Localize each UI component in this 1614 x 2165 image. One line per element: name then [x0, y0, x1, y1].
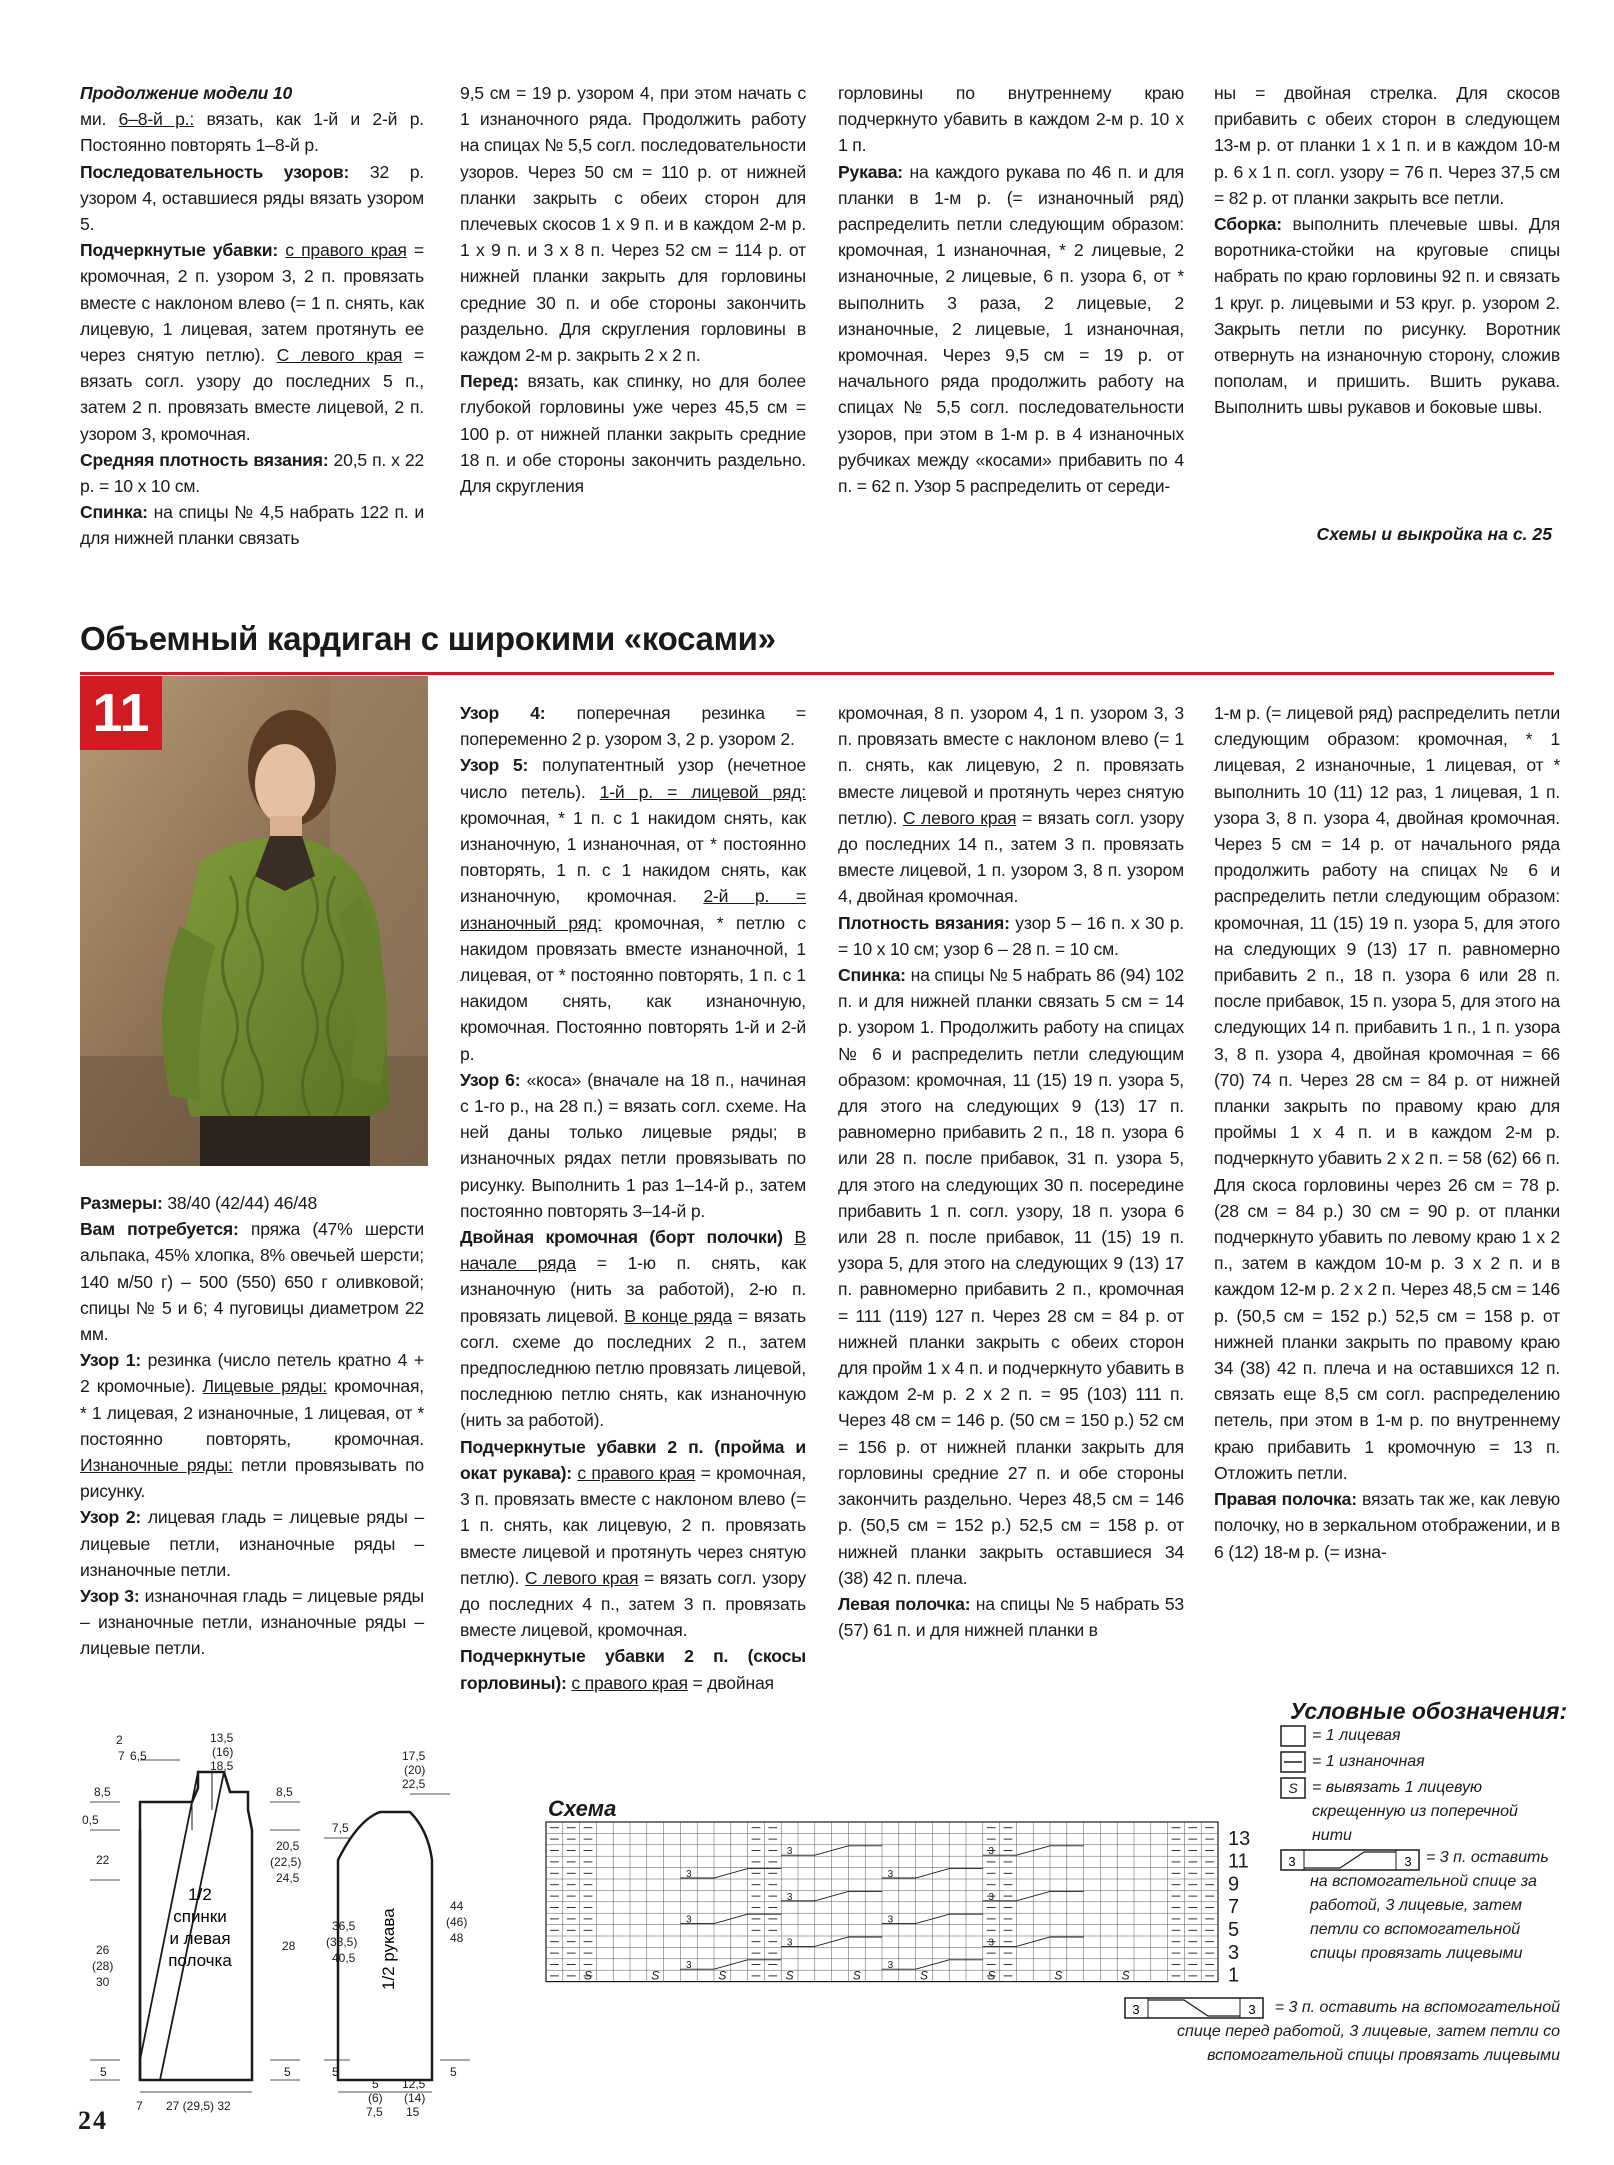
- chart-twist-mark: S: [651, 1968, 660, 1983]
- twist-glyph: S: [1288, 1780, 1298, 1796]
- dimension-label: 5: [332, 2065, 339, 2079]
- dimension-label: 5: [372, 2077, 379, 2091]
- text: на каждого рукава по 46 п. и для планки в 1-м р. (= изнаночный ряд) распределить петли следующим образом: кромочная, 1 изнаночная, * 2 лицевые, 2 изнаночные, 2 лицевые, 6 п. узора 6, от * выполнить 3 раза, 2 лицевые, 2 изнаночные, 2 лицевые, 1 изнаночная, кромочная. Через 9,5 см = 19 р. от начального ряда продолжить работу на спицах № 5,5 согл. последовательности узоров, при этом в 1-м р. в 4 изнаночных рубчиках между «косами» прибавить по 4 п. = 62 п. Узор 5 распределить от середи-: [838, 161, 1184, 497]
- text: 9,5 см = 19 р. узором 4, при этом начать с 1 изнаночного ряда. Продолжить работу на спицах № 5,5 согл. последовательности узоров. Через 50 см = 110 р. от нижней планки закрыть с обеих сторон для плечевых скосов 1 х 9 п. и в каждом 2-м р. 1 х 9 п. и 3 х 8 п. Через 52 см = 114 р. от нижней планки закрыть для горловины средние 30 п. и обе стороны закончить раздельно. Для скругления горловины в каждом 2-м р. закрыть 2 х 2 п.: [460, 83, 806, 366]
- top-column-3: [838, 80, 1184, 499]
- chart-row-number: 3: [1228, 1941, 1240, 1964]
- dimension-label: 30: [96, 1975, 110, 1989]
- dimension-lines: [90, 1760, 300, 2092]
- top-column-2: [460, 80, 806, 499]
- sleeve-label: 1/2 рукава: [379, 1908, 398, 1990]
- chart-cable-count: 3: [887, 1960, 894, 1972]
- legend-item-twist: = вывязать 1 лицевую скрещенную из поперечной нити: [1312, 1779, 1518, 1844]
- legend-title: Условные обозначения:: [1290, 1698, 1568, 1724]
- dimension-label: 5: [284, 2065, 291, 2079]
- text: = вязать согл. узору до последних 14 п., затем 3 п. провязать вместе лицевой, 1 п. узором 3, 8 п. узором 4, двойная кромочная.: [838, 807, 1184, 907]
- dimension-label: 22,5: [402, 1777, 426, 1791]
- chart-twist-mark: S: [718, 1968, 727, 1983]
- label: Узор 2:: [80, 1507, 142, 1528]
- legend-symbols: [1280, 1724, 1310, 1814]
- text: вязать так же, как левую полочку, но в зеркальном отображении, и в 6 (12) 18-м р. (= изна-: [1214, 1489, 1560, 1562]
- text: кромочная, * 1 лицевая, 2 изнаночные, 1 лицевая, от * постоянно повторять, кромочная.: [80, 1376, 424, 1449]
- chart-twist-mark: S: [852, 1968, 861, 1983]
- text: «коса» (вначале на 18 п., начиная с 1-го р., на 28 п.) = вязать согл. схеме. На ней даны только лицевые ряды; в изнаночных рядах петли провязывать по рисунку. Выполнить 1 раз 1–14-й р., затем постоянно повторять 3–14-й р.: [460, 1069, 806, 1221]
- text: 38/40 (42/44) 46/48: [162, 1193, 318, 1213]
- label: Средняя плотность вязания:: [80, 449, 329, 470]
- chart-twist-mark: S: [919, 1968, 929, 1983]
- chart-cable-count: 3: [686, 1869, 692, 1880]
- dimension-label: 7,5: [332, 1821, 349, 1835]
- text: вязать, как спинку, но для более глубокой горловины уже через 45,5 см = 100 р. от нижней планки закрыть средние 18 п. и обе стороны закончить раздельно. Для скругления: [460, 371, 806, 497]
- text: на спицы № 4,5 набрать 122 п. и для нижней планки связать: [80, 502, 424, 549]
- cable-count: 3: [1404, 1854, 1412, 1869]
- chart-cable-count: 3: [887, 1914, 894, 1926]
- text: поперечная резинка = попеременно 2 р. узором 3, 2 р. узором 2.: [460, 703, 806, 750]
- text: = кромочная, 3 п. провязать вместе с наклоном влево (= 1 п. снять, как лицевую, 2 п. провязать вместе лицевой и протянуть через снятую петлю).: [460, 1462, 806, 1588]
- text: С левого края: [524, 1567, 639, 1588]
- chart-row-number: 13: [1228, 1827, 1251, 1850]
- chart-row-number: 7: [1228, 1896, 1240, 1919]
- cable-count: 3: [1248, 2002, 1256, 2017]
- text: узор 5 – 16 п. х 30 р. = 10 х 10 см; узор 6 – 28 п. = 10 см.: [838, 912, 1184, 959]
- label: Узор 6:: [460, 1069, 521, 1090]
- label: Узор 4:: [460, 703, 546, 723]
- cable-count: 3: [1288, 1854, 1296, 1869]
- dimension-label: 6,5: [130, 1749, 147, 1763]
- text: Лицевые ряды:: [202, 1376, 327, 1397]
- label: Вам потребуется:: [80, 1219, 239, 1240]
- schemes-reference: Схемы и выкройка на с. 25: [1316, 524, 1552, 544]
- text: на спицы № 5 набрать 53 (57) 61 п. и для нижней планки в: [838, 1593, 1184, 1641]
- dimension-label: (28): [92, 1959, 114, 1973]
- label: Подчеркнутые убавки 2 п. (скосы горловины):: [460, 1646, 806, 1693]
- dimension-label: 26: [96, 1943, 110, 1957]
- dimension-label: 48: [450, 1931, 464, 1945]
- label: Правая полочка:: [1214, 1489, 1357, 1510]
- label: Спинка:: [838, 965, 906, 986]
- dimension-label: (20): [404, 1763, 426, 1777]
- top-column-1: [80, 80, 424, 552]
- body-outline: [140, 1772, 252, 2080]
- pattern-schematic: [80, 1730, 500, 2119]
- dimension-label: (14): [404, 2091, 426, 2105]
- label: Спинка:: [80, 502, 148, 523]
- model-number-badge: 11: [80, 676, 162, 750]
- dimension-label: (46): [446, 1915, 468, 1929]
- back-column: [838, 700, 1184, 1643]
- text: 6–8-й р.:: [118, 109, 195, 130]
- chart-twist-mark: S: [987, 1968, 996, 1983]
- text: = вязать согл. узору до последних 5 п., затем 2 п. провязать вместе лицевой, 2 п. узором 3, кромочная.: [80, 345, 424, 444]
- chart-row-number: 11: [1228, 1850, 1249, 1873]
- body-label: спинки: [173, 1907, 227, 1926]
- body-label: полочка: [168, 1951, 232, 1970]
- dimension-label: 17,5: [402, 1749, 426, 1763]
- chart-twist-mark: S: [785, 1968, 794, 1983]
- text: с правого края: [285, 240, 407, 261]
- dimension-label: 5: [450, 2065, 457, 2079]
- label: Последовательность узоров:: [80, 161, 350, 182]
- chart-row-number: 1: [1228, 1964, 1240, 1987]
- dimension-label: (22,5): [270, 1855, 302, 1869]
- body-label: 1/2: [188, 1885, 212, 1904]
- text: = вязать согл. схеме до последних 2 п., затем предпоследнюю петлю провязать лицевой, последнюю петлю снять, как изнаночную (нить за работой).: [460, 1305, 806, 1431]
- cable-count: 3: [1132, 2002, 1140, 2017]
- text: кромочная, * 1 п. с 1 накидом снять, как изнаночную, 1 изнаночная, от * постоянно повторять, 1 п. с 1 накидом снять, как изнаночную, кромочная.: [460, 807, 806, 907]
- text: горловины по внутреннему краю подчеркнуто убавить в каждом 2-м р. 10 х 1 п.: [838, 83, 1184, 156]
- text: выполнить плечевые швы. Для воротника-стойки на круговые спицы набрать по краю горловины 92 п. и связать 1 круг. р. лицевыми и 53 круг. р. узором 2. Закрыть петли по рисунку. Воротник отвернуть на изнаночную сторону, сложив пополам, и пришить. Вшить рукава. Выполнить швы рукавов и боковые швы.: [1214, 214, 1560, 418]
- dimension-label: (38,5): [326, 1935, 358, 1949]
- dimension-label: 2: [116, 1733, 123, 1747]
- text: = 1-ю п. снять, как изнаночную (нить за работой), 2-ю п. провязать лицевой.: [460, 1253, 806, 1326]
- text: с правого края: [571, 1672, 688, 1693]
- dimension-label: 40,5: [332, 1951, 356, 1965]
- dimension-label: 24,5: [276, 1871, 300, 1885]
- text: 2-й р. = изнаночный ряд:: [460, 886, 806, 933]
- label: Узор 1:: [80, 1350, 141, 1371]
- label: Узор 5:: [460, 755, 529, 776]
- text: на спицы № 5 набрать 86 (94) 102 п. и для нижней планки связать 5 см = 14 р. узором 1. Продолжить работу на спицах № 6 и распределить петли следующим образом: кромочная, 11 (15) 19 п. узора 5, для этого на следующих 9 (13) 17 п. равномерно прибавить 2 п., 18 п. узора 6 или 28 п. после прибавок, 31 п. узора 5, для этого на следующих 30 п. посередине прибавить 1 п. согл. узору, 18 п. узора 6 или 28 п. после прибавок, 11 (15) 19 п. узора 5, для этого на следующих 9 (13) 17 п. равномерно прибавить 2 п., кромочная = 111 (119) 127 п. Через 28 см = 84 р. от нижней планки закрыть с обеих сторон для пройм 1 х 4 п. и подчеркнуто убавить в каждом 2-м р. 2 х 2 п. = 95 (103) 111 п. Через 48 см = 146 р. (50 см = 150 р.) 52 см = 156 р. от нижней планки закрыть для горловины средние 27 п. и обе стороны закончить раздельно. Через 48,5 см = 146 р. (50,5 см = 152 р.) 52,5 см = 158 р. от нижней планки закрыть оставшиеся 34 (38) 42 п. плеча.: [838, 965, 1184, 1588]
- chart-cable-count: 3: [887, 1869, 894, 1880]
- dimension-label: 8,5: [276, 1785, 293, 1799]
- chart-cable-count: 3: [988, 1937, 994, 1949]
- chart-cable-count: 3: [786, 1846, 793, 1858]
- legend-item-cable-back: = 3 п. оставить на вспомогательной спице за работой, 3 лицевые, затем петли со вспомогательной спицы провязать лицевыми: [1310, 1849, 1549, 1962]
- article-title: Объемный кардиган с широкими «косами»: [80, 620, 776, 657]
- dimension-label: 15: [406, 2105, 420, 2119]
- dimension-label: 8,5: [94, 1785, 111, 1799]
- text: 20,5 п. х 22 р. = 10 х 10 см.: [80, 449, 424, 497]
- chart-twist-mark: S: [583, 1968, 593, 1983]
- label: Рукава:: [838, 161, 903, 182]
- text: С левого края: [902, 807, 1017, 828]
- dimension-label: 13,5: [210, 1731, 234, 1745]
- label: Подчеркнутые убавки 2 п. (пройма и окат рукава):: [460, 1436, 806, 1483]
- front-column: [1214, 700, 1560, 1565]
- schema-title: Схема: [548, 1796, 617, 1821]
- knitting-chart: [544, 1820, 1254, 2000]
- text: 1-й р. = лицевой ряд:: [599, 781, 806, 802]
- chart-row-number: 9: [1228, 1873, 1240, 1896]
- materials-column: [80, 1190, 424, 1662]
- dimension-label: 7,5: [366, 2105, 383, 2119]
- text: петли провязывать по рисунку.: [80, 1455, 424, 1502]
- chart-cable-count: 3: [786, 1891, 793, 1903]
- label: Левая полочка:: [838, 1593, 971, 1614]
- text: = кромочная, 2 п. узором 3, 2 п. провязать вместе с наклоном влево (= 1 п. снять, как лицевую, 1 лицевая, затем протянуть ее через снятую петлю).: [80, 240, 424, 366]
- title-underline: [80, 672, 1554, 675]
- text: лицевая гладь = лицевые ряды – лицевые петли, изнаночные ряды – изнаночные петли.: [80, 1507, 424, 1580]
- legend-item-knit: = 1 лицевая: [1312, 1727, 1401, 1744]
- patterns-column: [460, 700, 806, 1696]
- text: 32 р. узором 4, оставшиеся ряды вязать узором 5.: [80, 161, 424, 235]
- top-column-4: [1214, 80, 1560, 421]
- page-number: 24: [78, 2106, 108, 2135]
- chart-twist-mark: S: [1121, 1968, 1130, 1983]
- dimension-label: 44: [450, 1899, 464, 1913]
- dimension-label: 22: [96, 1853, 110, 1867]
- text: = вязать согл. узору до последних 4 п., затем 3 п. провязать вместе лицевой, кромочная.: [460, 1567, 806, 1641]
- dimension-label: 27 (29,5) 32: [166, 2099, 231, 2113]
- label: Узор 3:: [80, 1586, 140, 1607]
- dimension-label: 7: [136, 2099, 143, 2113]
- label: Сборка:: [1214, 214, 1282, 235]
- text: пряжа (47% шерсти альпака, 45% хлопка, 8% овечьей шерсти; 140 м/50 г) – 500 (550) 650 г оливковой; спицы № 5 и 6; 4 пуговицы диаметром 22 мм.: [80, 1219, 424, 1345]
- text: ны = двойная стрелка. Для скосов прибавить с обеих сторон в следующем 13-м р. от планки 1 х 1 п. и в каждом 10-м р. 6 х 1 п. согл. узору = 76 п. Через 37,5 см = 82 р. от планки закрыть все петли.: [1214, 83, 1560, 208]
- text: 1-м р. (= лицевой ряд) распределить петли следующим образом: кромочная, * 1 лицевая, 2 изнаночные, 1 лицевая, от * выполнить 10 (11) 12 раз, 1 лицевая, 1 п. узора 3, 8 п. узора 4, двойная кромочная. Через 5 см = 14 р. от начального ряда продолжить работу на спицах № 6 и распределить петли следующим образом: кромочная, 11 (15) 19 п. узора 5, для этого на следующих 9 (13) 17 п. равномерно прибавить 2 п., 18 п. узора 6 или 28 п. после прибавок, 15 п. узора 5, для этого на следующих 14 п. прибавить 1 п., 1 п. узора 3, 8 п. узора 4, двойная кромочная = 66 (70) 74 п. Через 28 см = 84 р. от нижней планки закрыть по правому краю для проймы 1 х 4 п. и в каждом 2-м р. подчеркнуто убавить 2 х 2 п. = 58 (62) 66 п. Для скоса горловины через 26 см = 78 р. (28 см = 84 р.) 30 см = 90 р. от планки подчеркнуто убавить по левому краю 1 х 2 п., затем в каждом 10-м р. 3 х 2 п. и в каждом 12-м р. 2 х 2 п. Через 48,5 см = 146 р. (50,5 см = 152 р.) 52,5 см = 158 р. от нижней планки закрыть по правому краю 34 (38) 42 п. плеча и на оставшихся 12 п. связать еще 8,5 см согл. распределению петель, при этом в 1-м р. по внутреннему краю прибавить 1 кромочную = 13 п. Отложить петли.: [1214, 703, 1560, 1483]
- dimension-label: (6): [368, 2091, 383, 2105]
- dimension-label: (16): [212, 1745, 234, 1759]
- dimension-label: 12,5: [402, 2077, 426, 2091]
- legend-knit-symbol: [1281, 1726, 1305, 1746]
- dimension-label: 18,5: [210, 1759, 234, 1773]
- chart-row-number: 5: [1228, 1919, 1240, 1941]
- body-guide: [192, 1772, 212, 1830]
- chart-cable-count: 3: [686, 1914, 692, 1926]
- dimension-label: 20,5: [276, 1839, 300, 1853]
- legend-item-purl: = 1 изнаночная: [1312, 1753, 1425, 1770]
- dimension-label: 5: [100, 2065, 107, 2079]
- label: Перед:: [460, 371, 519, 392]
- dimension-label: 7: [118, 1749, 125, 1763]
- chart-twist-mark: S: [1054, 1968, 1063, 1983]
- text: = двойная: [687, 1672, 774, 1693]
- label: Двойная кромочная (борт полочки): [460, 1227, 783, 1248]
- text: С левого края: [276, 345, 403, 366]
- dimension-label: 36,5: [332, 1919, 356, 1933]
- dimension-label: 28: [282, 1939, 296, 1953]
- dimension-label: 0,5: [82, 1813, 99, 1827]
- chart-cable-count: 3: [786, 1937, 793, 1949]
- text: с правого края: [577, 1462, 696, 1483]
- legend-item-cable-front: = 3 п. оставить на вспомогательной спице перед работой, 3 лицевые, затем петли со вспомогательной спицы провязать лицевыми: [1177, 1999, 1560, 2064]
- label: Размеры:: [80, 1193, 163, 1213]
- label: Подчеркнутые убавки:: [80, 240, 279, 261]
- text: изнаночная гладь = лицевые ряды – изнаночные петли, изнаночные ряды – лицевые петли.: [80, 1586, 424, 1659]
- text: резинка (число петель кратно 4 + 2 кромочные).: [80, 1350, 424, 1397]
- text: полупатентный узор (нечетное число петель).: [460, 755, 806, 802]
- label: Плотность вязания:: [838, 912, 1010, 933]
- chart-cable-count: 3: [686, 1960, 692, 1972]
- text: кромочная, * петлю с накидом провязать вместе изнаночной, 1 лицевая, от * постоянно повторять, 1 п. с 1 накидом снять, как изнаночную, кромочная. Постоянно повторять 1-й и 2-й р.: [460, 912, 806, 1064]
- text: В конце ряда: [624, 1305, 732, 1326]
- text: Изнаночные ряды:: [80, 1455, 233, 1476]
- continuation-title: Продолжение модели 10: [80, 83, 293, 103]
- chart-cable-count: 3: [988, 1846, 994, 1858]
- text: кромочная, 8 п. узором 4, 1 п. узором 3, 3 п. провязать вместе с наклоном влево (= 1 п. снять, как лицевую, 2 п. провязать вместе лицевой и протянуть через снятую петлю).: [838, 703, 1184, 828]
- body-label: и левая: [169, 1929, 231, 1948]
- text: В начале ряда: [460, 1227, 806, 1274]
- chart-cable-count: 3: [988, 1891, 994, 1903]
- text: вязать, как 1-й и 2-й р. Постоянно повторять 1–8-й р.: [80, 109, 424, 156]
- text: ми.: [80, 109, 119, 130]
